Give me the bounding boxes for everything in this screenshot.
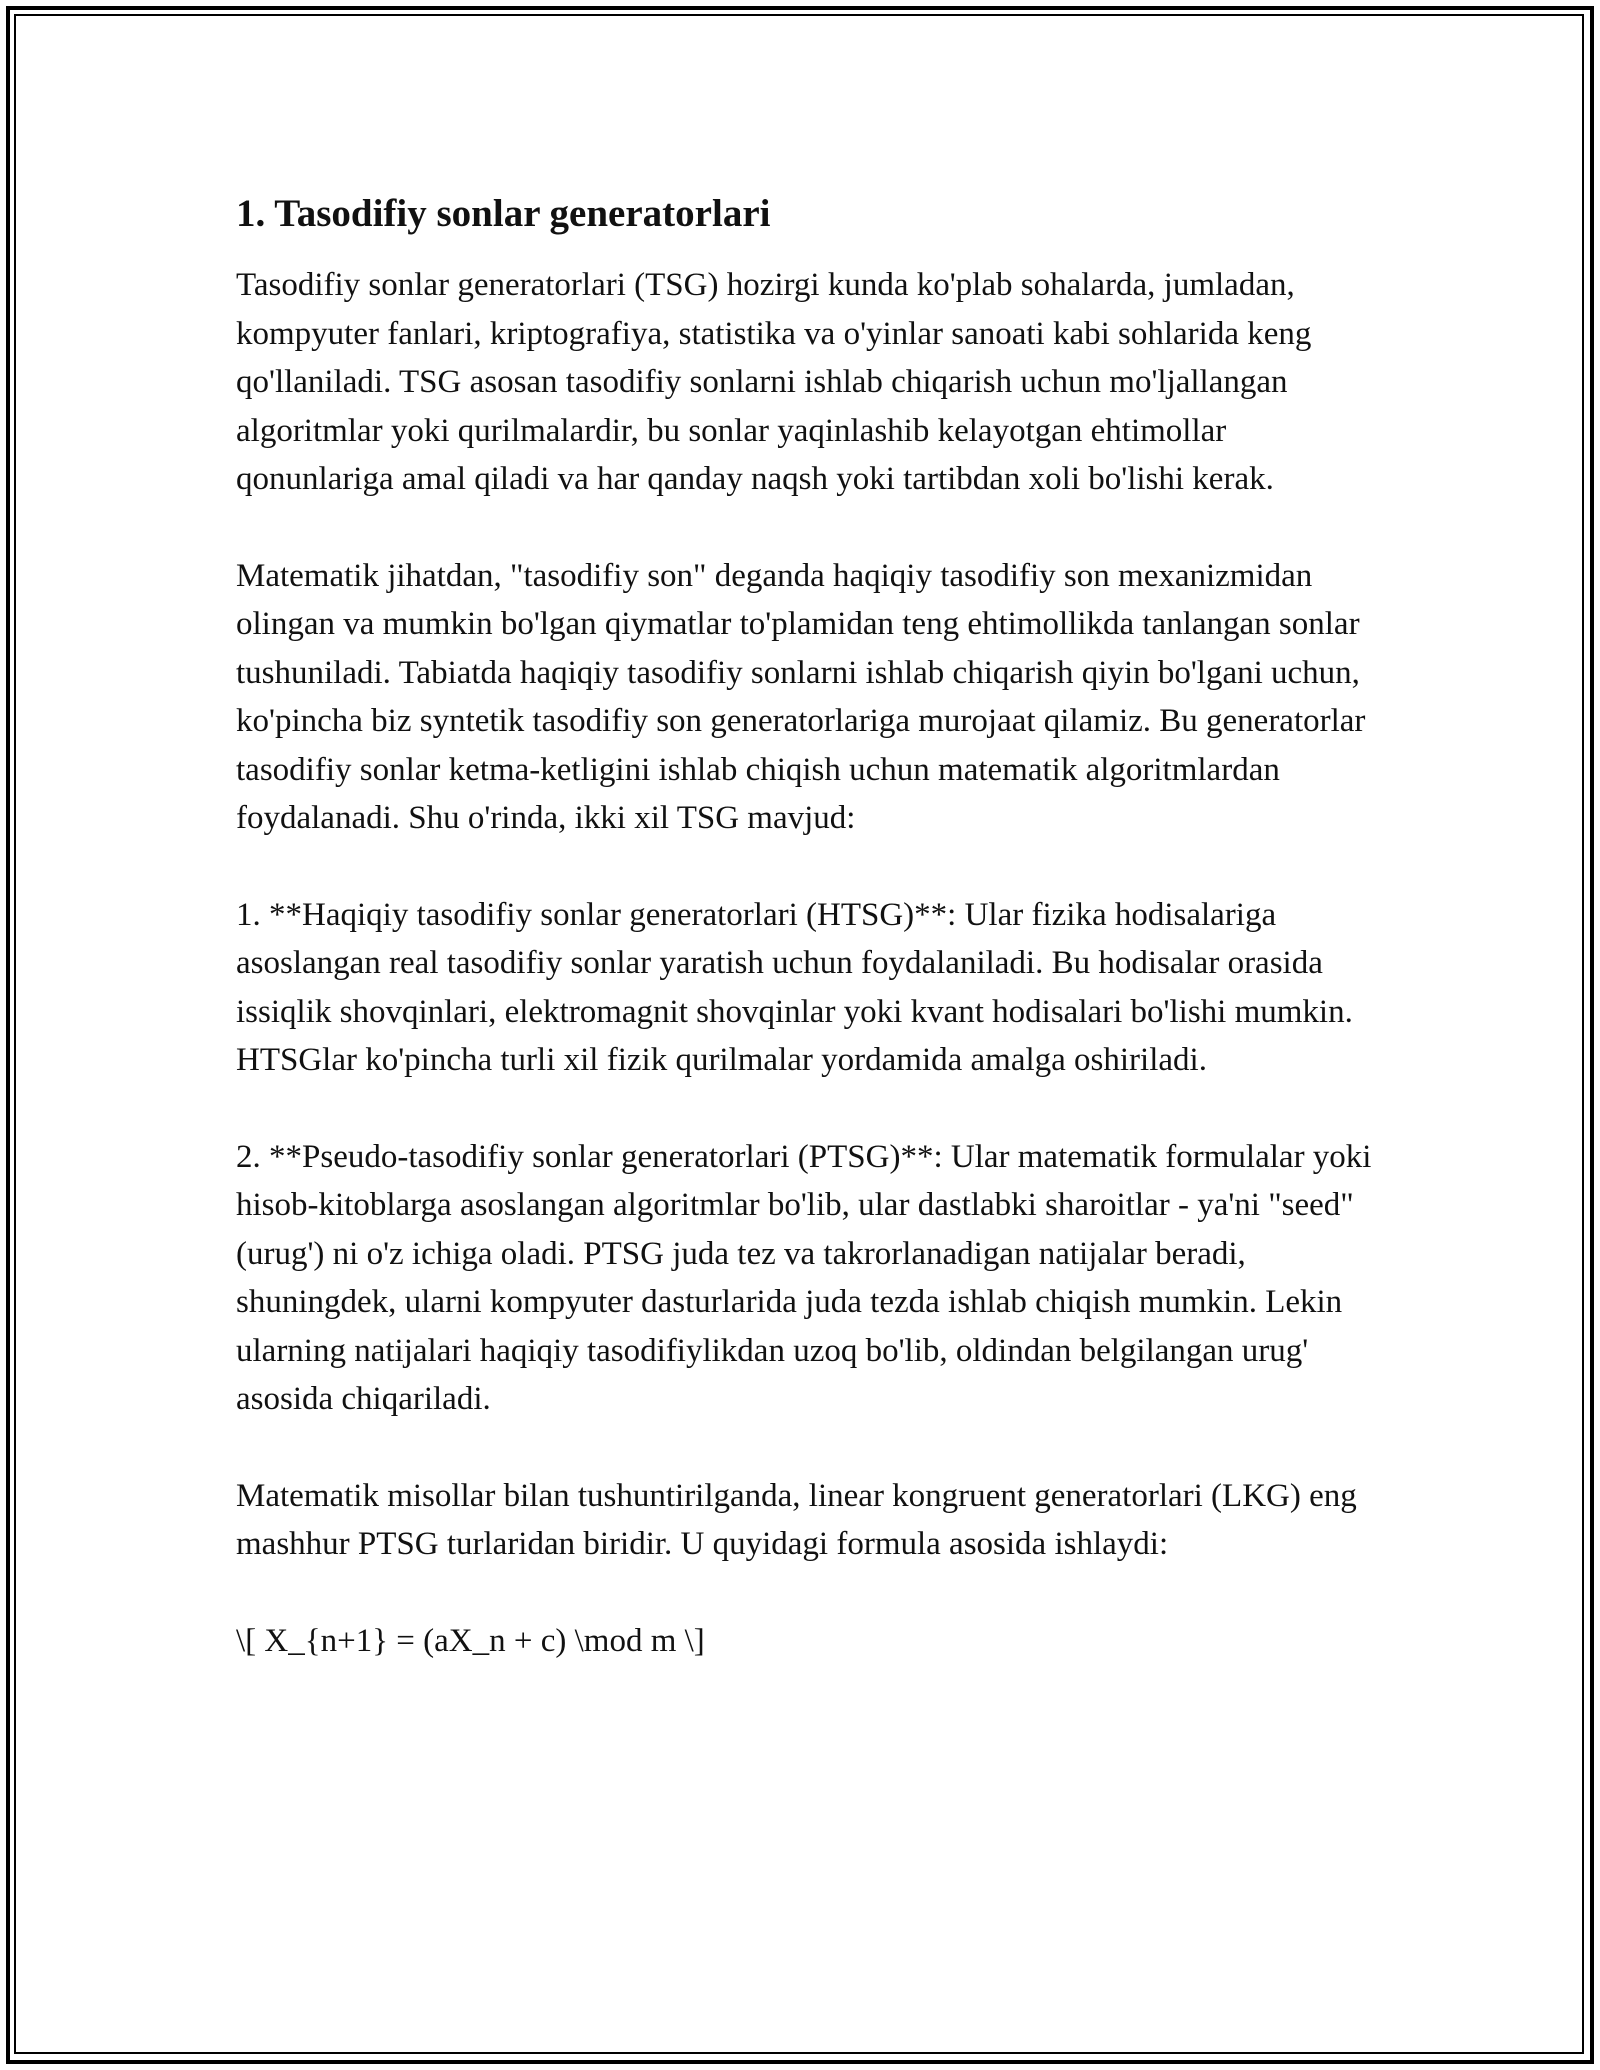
document-body [236, 185, 1376, 1665]
paragraph-intro: Tasodifiy sonlar generatorlari (TSG) hozirgi kunda ko'plab sohalarda, jumladan, kompyuter fanlari, kriptografiya, statistika va o'yinlar sanoati kabi sohlarida keng qo'llaniladi. TSG asosan tasodifiy sonlarni ishlab chiqarish uchun mo'ljallangan algoritmlar yoki qurilmalardir, bu sonlar yaqinlashib kelayotgan ehtimollar qonunlariga amal qiladi va har qanday naqsh yoki tartibdan xoli bo'lishi kerak. [236, 267, 1312, 497]
formula-lkg: \[ X_{n+1} = (aX_n + c) \mod m \] [236, 1622, 705, 1659]
paragraph-math-definition: Matematik jihatdan, "tasodifiy son" deganda haqiqiy tasodifiy son mexanizmidan olingan va mumkin bo'lgan qiymatlar to'plamidan teng ehtimollikda tanlangan sonlar tushuniladi. Tabiatda haqiqiy tasodifiy sonlarni ishlab chiqarish qiyin bo'lgani uchun, ko'pincha biz syntetik tasodifiy son generatorlariga murojaat qilamiz. Bu generatorlar tasodifiy sonlar ketma-ketligini ishlab chiqish uchun matematik algoritmlardan foydalanadi. Shu o'rinda, ikki xil TSG mavjud: [236, 557, 1366, 836]
paragraph-htsg: 1. **Haqiqiy tasodifiy sonlar generatorlari (HTSG)**: Ular fizika hodisalariga asoslangan real tasodifiy sonlar yaratish uchun foydalaniladi. Bu hodisalar orasida issiqlik shovqinlari, elektromagnit shovqinlar yoki kvant hodisalari bo'lishi mumkin. HTSGlar ko'pincha turli xil fizik qurilmalar yordamida amalga oshiriladi. [236, 896, 1353, 1078]
paragraph-lkg: Matematik misollar bilan tushuntirilganda, linear kongruent generatorlari (LKG) eng mashhur PTSG turlaridan biridir. U quyidagi formula asosida ishlaydi: [236, 1477, 1357, 1562]
section-heading: 1. Tasodifiy sonlar generatorlari [236, 192, 771, 235]
paragraph-ptsg: 2. **Pseudo-tasodifiy sonlar generatorlari (PTSG)**: Ular matematik formulalar yoki hisob-kitoblarga asoslangan algoritmlar bo'lib, ular dastlabki sharoitlar - ya'ni "seed" (urug') ni o'z ichiga oladi. PTSG juda tez va takrorlanadigan natijalar beradi, shuningdek, ularni kompyuter dasturlarida juda tezda ishlab chiqish mumkin. Lekin ularning natijalari haqiqiy tasodifiylikdan uzoq bo'lib, oldindan belgilangan urug' asosida chiqariladi. [236, 1138, 1372, 1417]
